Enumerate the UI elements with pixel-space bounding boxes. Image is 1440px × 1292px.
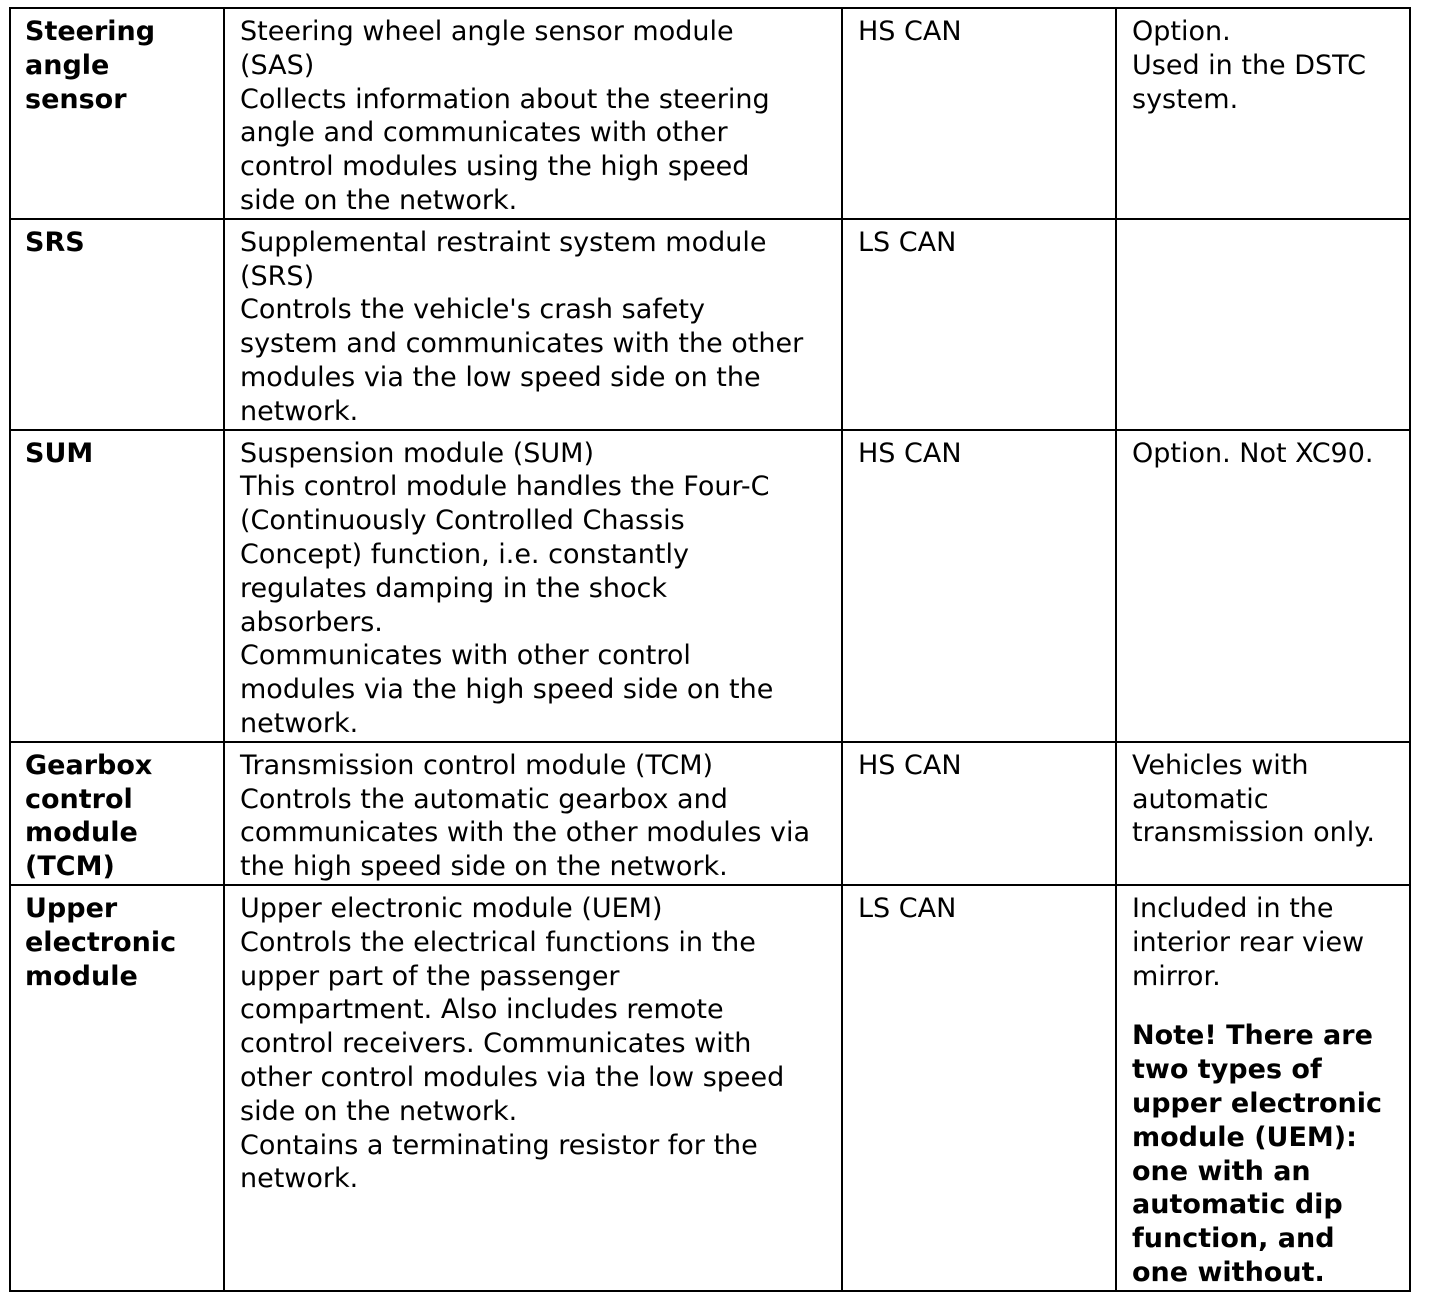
description-line: system and communicates with the other [240,328,804,360]
module-name-cell [10,742,224,885]
module-name-cell [10,430,224,742]
description-line: network. [240,395,359,427]
description-line: communicates with the other modules via [240,817,811,849]
module-description-cell [224,430,842,742]
module-name-cell [10,8,224,219]
module-name-line: (TCM) [25,851,115,883]
remarks-line: interior rear view [1132,926,1365,958]
remarks-cell [1116,885,1410,1291]
network-cell [842,430,1116,742]
module-description-cell [224,885,842,1291]
description-line: Communicates with other control [240,640,691,672]
module-name-line: Gearbox [25,749,153,781]
description-line: Controls the vehicle's crash safety [240,294,705,326]
description-line: network. [240,707,359,739]
module-description-cell [224,219,842,430]
table-row [10,885,1410,1291]
module-name-line: angle [25,49,110,81]
description-line: Collects information about the steering [240,83,770,115]
remarks-line: Option. Not XC90. [1132,437,1374,469]
network-label: HS CAN [858,437,962,469]
remarks-line: system. [1132,83,1239,115]
module-name-cell [10,219,224,430]
network-cell [842,742,1116,885]
description-line: (Continuously Controlled Chassis [240,505,685,537]
remarks-cell [1116,742,1410,885]
note-line: module (UEM): [1132,1121,1357,1153]
remarks-cell [1116,8,1410,219]
description-line: modules via the high speed side on the [240,674,774,706]
description-line: Controls the automatic gearbox and [240,783,728,815]
description-line: absorbers. [240,606,383,638]
table-row [10,219,1410,430]
module-description-cell [224,8,842,219]
module-name-line: Steering [25,16,156,47]
description-line: Controls the electrical functions in the [240,926,756,958]
module-name-line: Upper [25,892,118,924]
table-row [10,742,1410,885]
remarks-cell [1116,219,1410,430]
remarks-line: Vehicles with [1132,749,1309,781]
module-description-cell [224,742,842,885]
note-line: one with an [1132,1155,1311,1187]
description-line: Supplemental restraint system module [240,226,767,258]
description-line: regulates damping in the shock [240,572,667,604]
remarks-line: Option. [1132,16,1231,47]
network-cell [842,8,1116,219]
description-line: Steering wheel angle sensor module [240,16,734,47]
description-line: the high speed side on the network. [240,851,728,883]
remarks-line: Used in the DSTC [1132,49,1366,81]
description-line: This control module handles the Four-C [240,471,770,503]
module-name-cell [10,885,224,1291]
description-line: angle and communicates with other [240,117,728,149]
note-line: automatic dip [1132,1189,1343,1221]
note-line: one without. [1132,1256,1325,1288]
description-line: Concept) function, i.e. constantly [240,538,689,570]
note-line: upper electronic [1132,1087,1383,1119]
network-cell [842,885,1116,1291]
network-label: HS CAN [858,16,962,47]
description-line: (SRS) [240,260,315,292]
module-name-line: SUM [25,437,94,469]
table-row [10,430,1410,742]
module-name-line: SRS [25,226,85,258]
description-line: network. [240,1163,359,1195]
module-name-line: control [25,783,133,815]
remarks-line: automatic [1132,783,1269,815]
note-line: function, and [1132,1223,1335,1255]
module-name-line: sensor [25,83,127,115]
remarks-line: transmission only. [1132,817,1375,849]
note-line: two types of [1132,1054,1322,1086]
description-line: Contains a terminating resistor for the [240,1129,758,1161]
description-line: other control modules via the low speed [240,1061,785,1093]
description-line: side on the network. [240,184,518,216]
table-row [10,8,1410,219]
description-line: control receivers. Communicates with [240,1028,752,1060]
description-line: Upper electronic module (UEM) [240,892,663,924]
network-label: HS CAN [858,749,962,781]
description-line: Suspension module (SUM) [240,437,594,469]
description-line: compartment. Also includes remote [240,994,724,1026]
description-line: (SAS) [240,49,315,81]
network-label: LS CAN [858,892,957,924]
remarks-cell [1116,430,1410,742]
module-name-line: module [25,817,138,849]
description-line: side on the network. [240,1095,518,1127]
module-table [9,7,1411,1292]
description-line: control modules using the high speed [240,151,750,183]
module-name-line: module [25,960,138,992]
network-cell [842,219,1116,430]
description-line: Transmission control module (TCM) [240,749,714,781]
uem-note [1132,1019,1403,1289]
description-line: upper part of the passenger [240,960,620,992]
note-line: Note! There are [1132,1020,1373,1052]
network-label: LS CAN [858,226,957,258]
module-name-line: electronic [25,926,177,958]
remarks-line: mirror. [1132,960,1221,992]
description-line: modules via the low speed side on the [240,361,761,393]
remarks-line: Included in the [1132,892,1334,924]
